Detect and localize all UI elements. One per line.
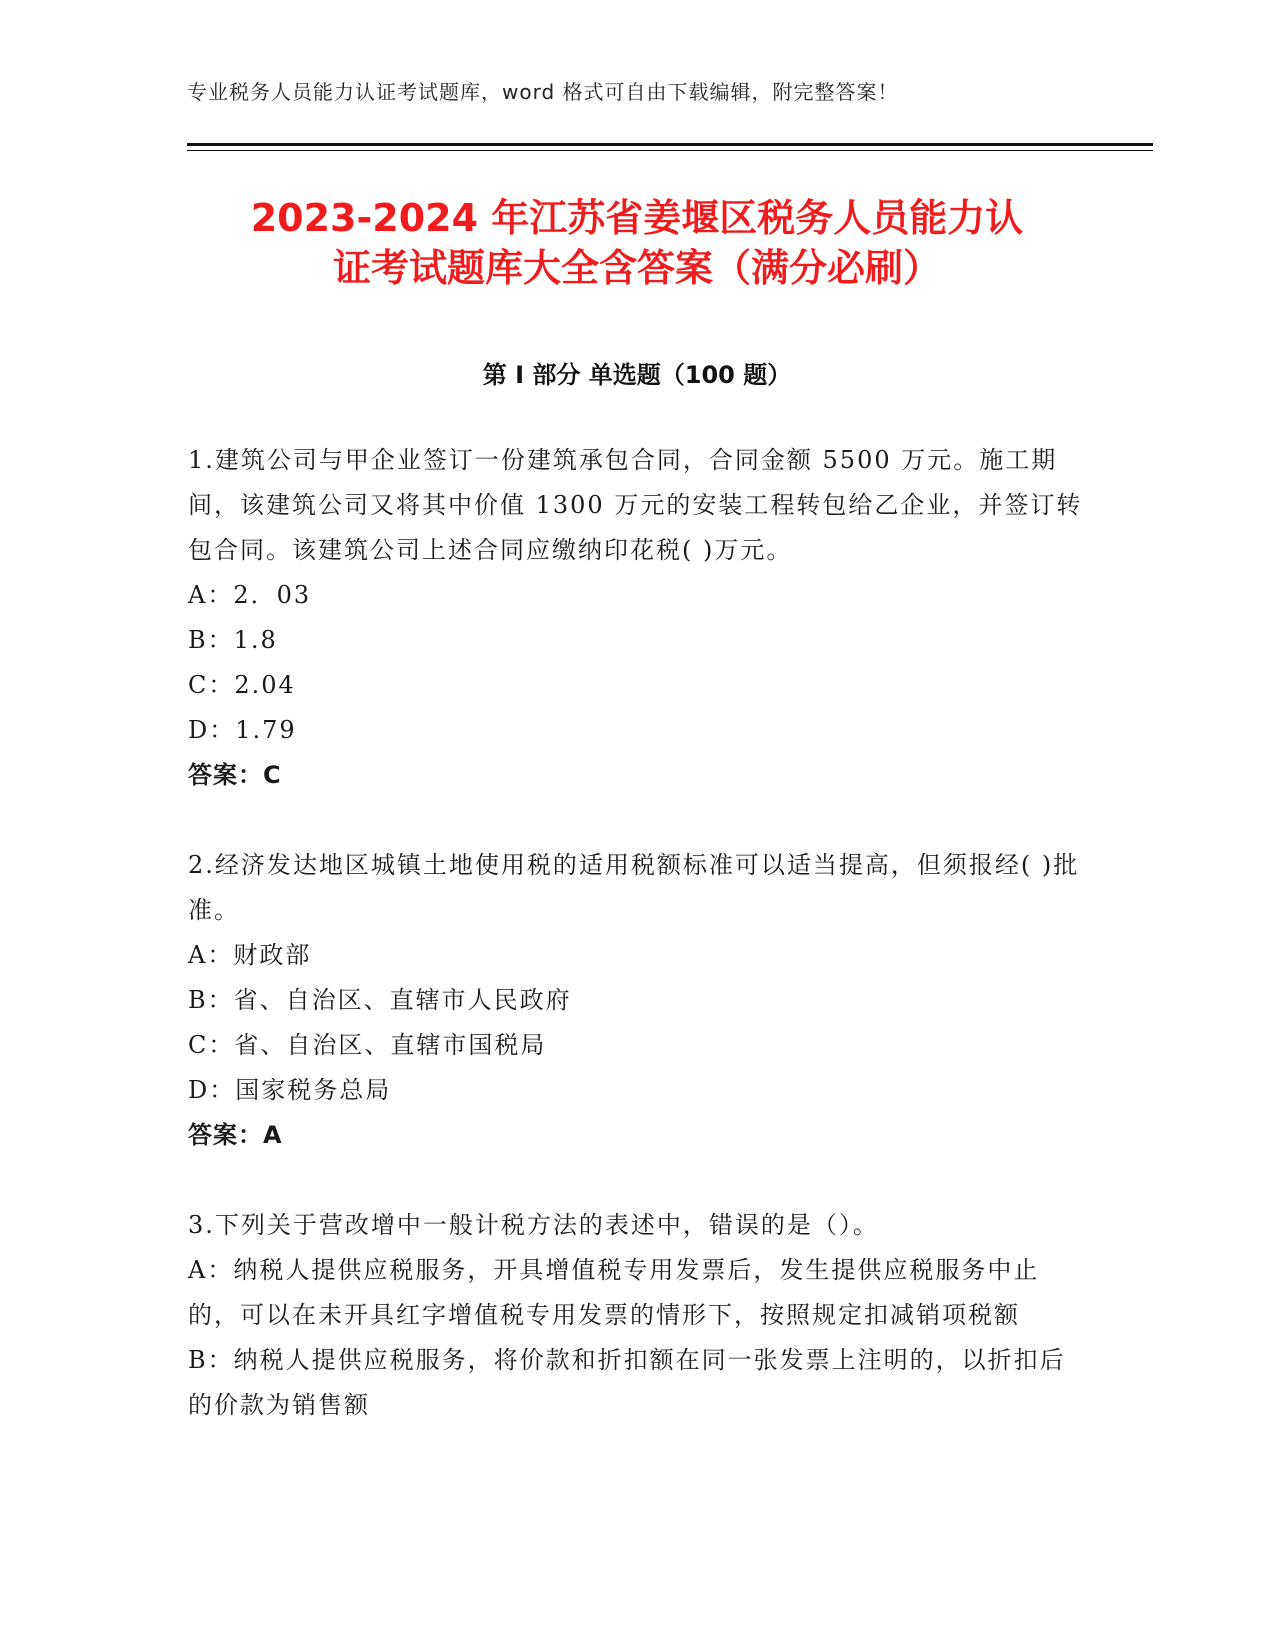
option-d: D：1.79 [188,716,297,744]
header-rule-thick [187,143,1153,146]
answer-label: 答案：C [188,761,282,789]
question-2 [188,843,1088,1158]
question-stem: 2.经济发达地区城镇土地使用税的适用税额标准可以适当提高，但须报经( )批准。 [188,851,1080,924]
question-1 [188,438,1088,798]
answer-label: 答案：A [188,1121,283,1149]
question-3 [188,1203,1088,1428]
option-c: C：2.04 [188,671,296,699]
document-title-line-2: 证考试题库大全含答案（满分必刷） [332,246,941,290]
option-b: B：省、自治区、直辖市人民政府 [188,986,572,1014]
section-title: 第 I 部分 单选题（100 题） [482,361,792,389]
option-a: A：纳税人提供应税服务，开具增值税专用发票后，发生提供应税服务中止的，可以在未开具红字增值税专用发票的情形下，按照规定扣减销项税额 [188,1256,1040,1329]
document-title [187,193,1087,293]
option-b: B：1.8 [188,626,278,654]
option-d: D：国家税务总局 [188,1076,392,1104]
option-c: C：省、自治区、直辖市国税局 [188,1031,547,1059]
question-list [188,438,1088,1473]
question-stem: 1.建筑公司与甲企业签订一份建筑承包合同，合同金额 5500 万元。施工期间，该建筑公司又将其中价值 1300 万元的安装工程转包给乙企业，并签订转包合同。该建筑公司上述合同应缴纳印花税( )万元。 [188,446,1083,564]
option-a: A：2．03 [188,581,312,609]
header-note: 专业税务人员能力认证考试题库，word 格式可自由下载编辑，附完整答案！ [187,80,899,104]
document-title-line-1: 2023-2024 年江苏省姜堰区税务人员能力认 [250,196,1024,240]
header-rule-thin [187,150,1153,151]
option-a: A：财政部 [188,941,312,969]
question-stem: 3.下列关于营改增中一般计税方法的表述中，错误的是（）。 [188,1211,879,1239]
option-b: B：纳税人提供应税服务，将价款和折扣额在同一张发票上注明的，以折扣后的价款为销售额 [188,1346,1066,1419]
